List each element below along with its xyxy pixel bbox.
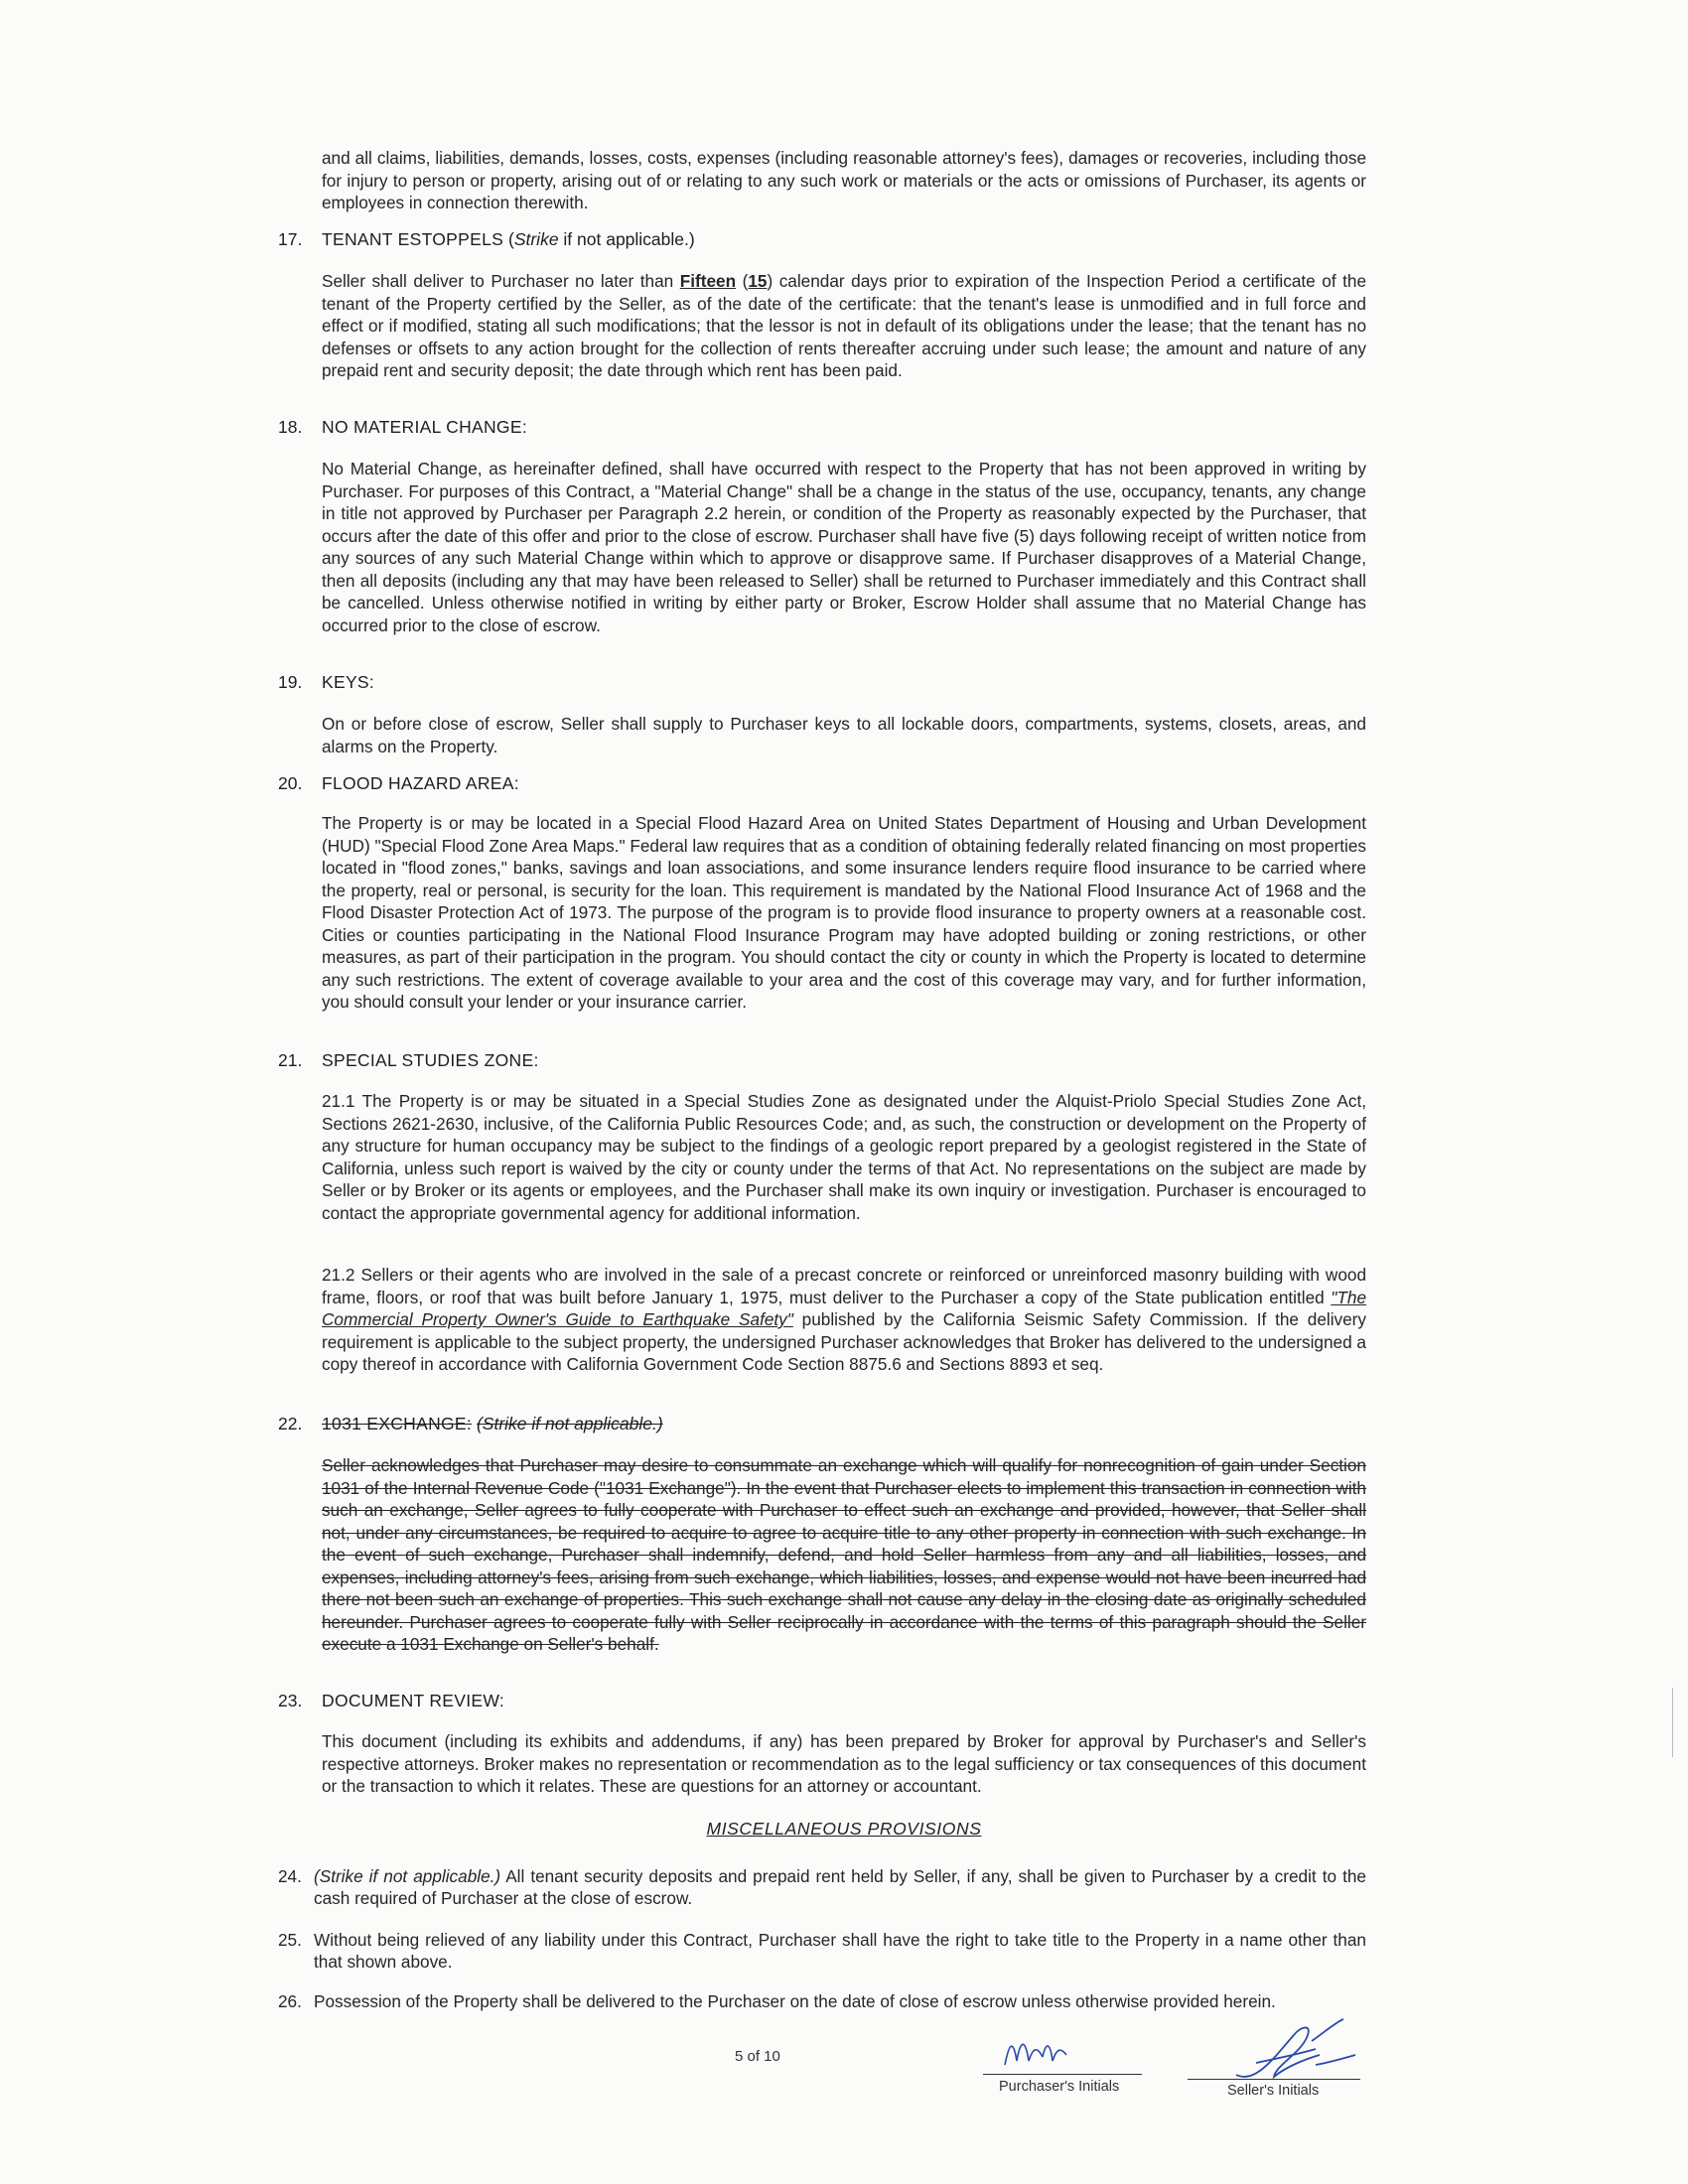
strike-note: (Strike if not applicable.)	[507, 229, 695, 249]
section-26: 26. Possession of the Property shall be delivered to the Purchaser on the date of close of escrow unless otherwise provided herein.	[278, 1991, 1276, 2011]
days-written: Fifteen	[679, 271, 737, 291]
purchaser-initials-line	[983, 2074, 1142, 2075]
purchaser-initials-signature	[993, 2025, 1132, 2080]
section-23-heading: 23. DOCUMENT REVIEW:	[278, 1691, 505, 1710]
section-19-text: On or before close of escrow, Seller shall supply to Purchaser keys to all lockable doors, compartments, systems, closets, areas, and alarms on the Property.	[322, 714, 1366, 756]
misc-provisions-title: MISCELLANEOUS PROVISIONS	[706, 1819, 982, 1839]
publication-title: "The Commercial Property Owner's Guide to Earthquake Safety"	[322, 1287, 1366, 1329]
seller-initials-label: Seller's Initials	[1227, 2083, 1320, 2099]
section-22-text-struck: Seller acknowledges that Purchaser may desire to consummate an exchange which will qualify for nonrecognition of gain under Section 1031 of the Internal Revenue Code ("1031 Exchange"). In the event that Purchaser elects to implement this transaction in connection with such an exchange, Seller agrees to fully cooperate with Purchaser to effect such an exchange and provided, however, that Seller shall not, under any circumstances, be required to acquire to agree to acquire title to any other property in connection with such exchange. In the event of such exchange, Purchaser shall indemnify, defend, and hold Seller harmless from any and all liabilities, losses, and expenses, including attorney's fees, arising from such exchange, which liabilities, losses, and expense would not have been incurred had there not been such an exchange of properties. This such exchange shall not cause any delay in the closing date as originally scheduled hereunder. Purchaser agrees to cooperate fully with Seller reciprocally in accordance with the terms of this paragraph should the Seller execute a 1031 Exchange on Seller's behalf.	[322, 1455, 1366, 1654]
section-21-2-text: 21.2 Sellers or their agents who are involved in the sale of a precast concrete or reinforced or unreinforced masonry building with wood frame, floors, or roof that was built before January 1, 1975, must deliver to the Purchaser a copy of the State publication entitled "The Commercial Property Owner's Guide to Earthquake Safety" published by the California Seismic Safety Commission. If the delivery requirement is applicable to the subject property, the undersigned Purchaser acknowledges that Broker has delivered to the undersigned a copy thereof in accordance with California Government Code Section 8875.6 and Sections 8893 et seq.	[322, 1265, 1366, 1374]
section-22-heading: 22. 1031 EXCHANGE: (Strike if not applicable.)	[278, 1414, 663, 1433]
section-24: 24. (Strike if not applicable.) All tenant security deposits and prepaid rent held by Seller, if any, shall be given to Purchaser by a credit to the cash required of Purchaser at the close of escrow.	[278, 1866, 1366, 1908]
section-21-1-text: 21.1 The Property is or may be situated in a Special Studies Zone as designated under the Alquist-Priolo Special Studies Zone Act, Sections 2621-2630, inclusive, of the California Public Resources Code; and, as such, the construction or development on the Property of any structure for human occupancy may be subject to the findings of a geologic report prepared by a geologist registered in the State of California, unless such report is waived by the city or county under the terms of that Act. No representations on the subject are made by Seller or by Broker or its agents or employees, and the Purchaser shall make its own inquiry or investigation. Purchaser is encouraged to contact the appropriate governmental agency for additional information.	[322, 1091, 1366, 1223]
days-number: 15	[748, 271, 768, 291]
section-18-text: No Material Change, as hereinafter defined, shall have occurred with respect to the Property that has not been approved in writing by Purchaser. For purposes of this Contract, a "Material Change" shall be a change in the status of the use, occupancy, tenants, any change in title not approved by Purchaser per Paragraph 2.2 herein, or condition of the Property as reasonably expected by the Purchaser, that occurs after the date of this offer and prior to the close of escrow. Purchaser shall have five (5) days following receipt of written notice from any sources of any such Material Change within which to approve or disapprove same. If Purchaser disapproves of a Material Change, then all deposits (including any that may have been released to Seller) shall be returned to Purchaser immediately and this Contract shall be cancelled. Unless otherwise notified in writing by either party or Broker, Escrow Holder shall assume that no Material Change has occurred prior to the close of escrow.	[322, 459, 1366, 635]
scan-edge-mark	[1672, 1688, 1673, 1757]
section-18-heading: 18. NO MATERIAL CHANGE:	[278, 417, 527, 437]
purchaser-initials-label: Purchaser's Initials	[999, 2079, 1120, 2095]
strike-note: (Strike if not applicable.)	[314, 1866, 501, 1886]
section-25: 25. Without being relieved of any liability under this Contract, Purchaser shall have the right to take title to the Property in a name other than that shown above.	[278, 1930, 1366, 1972]
intro-paragraph: and all claims, liabilities, demands, losses, costs, expenses (including reasonable attorney's fees), damages or recoveries, including those for injury to person or property, arising out of or relating to any such work or materials or the acts or omissions of Purchaser, its agents or employees in connection therewith.	[322, 148, 1366, 212]
section-20-heading: 20. FLOOD HAZARD AREA:	[278, 773, 519, 793]
seller-initials-line	[1188, 2079, 1360, 2080]
section-19-heading: 19. KEYS:	[278, 672, 375, 692]
section-21-heading: 21. SPECIAL STUDIES ZONE:	[278, 1050, 539, 1070]
section-20-text: The Property is or may be located in a Special Flood Hazard Area on United States Department of Housing and Urban Development (HUD) "Special Flood Zone Area Maps." Federal law requires that as a condition of obtaining federally related financing on most properties located in "flood zones," banks, savings and loan associations, and some insurance lenders require flood insurance to be carried where the property, real or personal, is security for the loan. This requirement is mandated by the National Flood Insurance Act of 1968 and the Flood Disaster Protection Act of 1973. The purpose of the program is to provide flood insurance to property owners at a reasonable cost. Cities or counties participating in the National Flood Insurance Program may have adopted building or zoning restrictions, or other measures, as part of their participation in the program. You should contact the city or county in which the Property is located to determine any such restrictions. The extent of coverage available to your area and the cost of this coverage may vary, and for further information, you should consult your lender or your insurance carrier.	[322, 813, 1366, 1012]
section-17-text: Seller shall deliver to Purchaser no later than Fifteen (15) calendar days prior to expiration of the Inspection Period a certificate of the tenant of the Property certified by the Seller, as of the date of the certificate: that the tenant's lease is unmodified and in full force and effect or if modified, stating all such modifications; that the lessor is not in default of its obligations under the lease; that the tenant has no defenses or offsets to any action brought for the collection of rents thereafter accruing under such lease; the amount and nature of any prepaid rent and security deposit; the date through which rent has been paid.	[322, 271, 1367, 380]
section-23-text: This document (including its exhibits and addendums, if any) has been prepared by Broker for approval by Purchaser's and Seller's respective attorneys. Broker makes no representation or recommendation as to the legal sufficiency or tax consequences of this document or the transaction to which it relates. These are questions for an attorney or accountant.	[322, 1731, 1366, 1796]
page-number: 5 of 10	[735, 2048, 780, 2065]
section-17-heading	[278, 228, 1370, 250]
section-number: 17.	[278, 229, 303, 249]
section-title: TENANT ESTOPPELS	[322, 229, 504, 249]
strike-note: (Strike if not applicable.)	[476, 1414, 663, 1433]
